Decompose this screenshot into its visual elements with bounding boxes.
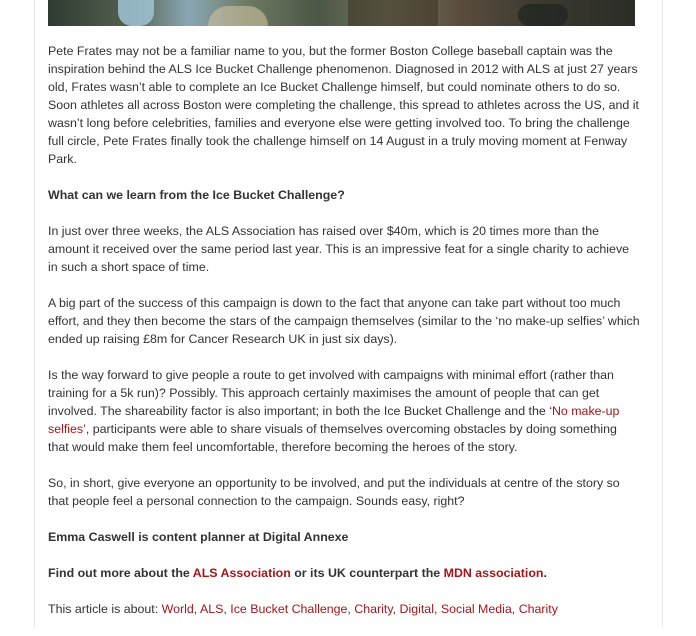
tag-link[interactable]: World bbox=[161, 602, 194, 616]
author-line: Emma Caswell is content planner at Digital Annexe bbox=[48, 530, 349, 544]
find-out-text: Find out more about the bbox=[48, 566, 193, 580]
section-heading: What can we learn from the Ice Bucket Challenge? bbox=[48, 188, 345, 202]
tag-link[interactable]: Ice Bucket Challenge bbox=[230, 602, 348, 616]
find-out-text: or its UK counterpart the bbox=[290, 566, 444, 580]
photo-detail bbox=[518, 4, 568, 26]
tag-link[interactable]: Charity bbox=[518, 602, 558, 616]
photo-detail bbox=[348, 0, 438, 26]
find-out-text: . bbox=[543, 566, 547, 580]
paragraph-fundraising: In just over three weeks, the ALS Association has raised over $40m, which is 20 times more than the amount it received over the same period last year. This is an impressive feat for a single charity to achieve in such a short space of time. bbox=[48, 224, 630, 274]
tags-label: This article is about: bbox=[48, 602, 162, 616]
paragraph-way-forward bbox=[48, 366, 640, 456]
paragraph-summary: So, in short, give everyone an opportunity to be involved, and put the individuals at centre of the story so that people feel a personal connection to the campaign. Sounds easy, right? bbox=[48, 476, 620, 508]
no-makeup-selfies-link[interactable]: ‘No make-up selfies’ bbox=[48, 404, 620, 436]
paragraph-text: , participants were able to share visuals of themselves overcoming obstacles by doing something that would make them feel uncomfortable, therefore becoming the heroes of the story. bbox=[48, 422, 617, 454]
find-out-more bbox=[48, 564, 640, 582]
photo-detail bbox=[118, 0, 154, 26]
tag-link[interactable]: Charity bbox=[354, 602, 393, 616]
tag-link[interactable]: Social Media bbox=[440, 602, 512, 616]
mdn-association-link[interactable]: MDN association bbox=[443, 566, 544, 580]
als-association-link[interactable]: ALS Association bbox=[192, 566, 291, 580]
photo-detail bbox=[208, 6, 268, 26]
tag-link[interactable]: ALS bbox=[199, 602, 224, 616]
article-photo bbox=[48, 0, 635, 26]
article-body bbox=[48, 42, 640, 636]
paragraph-success: A big part of the success of this campaign is down to the fact that anyone can take part without too much effort, and they then become the stars of the campaign themselves (similar to the ‘no make-up selfies’ which ended up raising £8m for Cancer Research UK in just six days). bbox=[48, 296, 640, 346]
article-tags: This article is about: World, ALS, Ice Bucket Challenge, Charity, Digital, Social Media, Charity bbox=[48, 602, 558, 616]
paragraph-intro: Pete Frates may not be a familiar name to you, but the former Boston College baseball captain was the inspiration behind the ALS Ice Bucket Challenge phenomenon. Diagnosed in 2012 with ALS at just 27 years old, Frates wasn’t able to complete an Ice Bucket Challenge himself, but could nominate others to do so. Soon athletes all across Boston were completing the challenge, this spread to athletes across the US, and it wasn’t long before celebrities, families and everyone else were getting involved too. To bring the challenge full circle, Pete Frates finally took the challenge himself on 14 August in a truly moving moment at Fenway Park. bbox=[48, 44, 639, 166]
tag-link[interactable]: Digital bbox=[399, 602, 434, 616]
paragraph-text: Is the way forward to give people a route to get involved with campaigns with minimal effort (rather than training for a 5k run)? Possibly. This approach certainly maximises the amount of people that can get involved. The shareability factor is also important; in both the Ice Bucket Challenge and the bbox=[48, 368, 614, 418]
